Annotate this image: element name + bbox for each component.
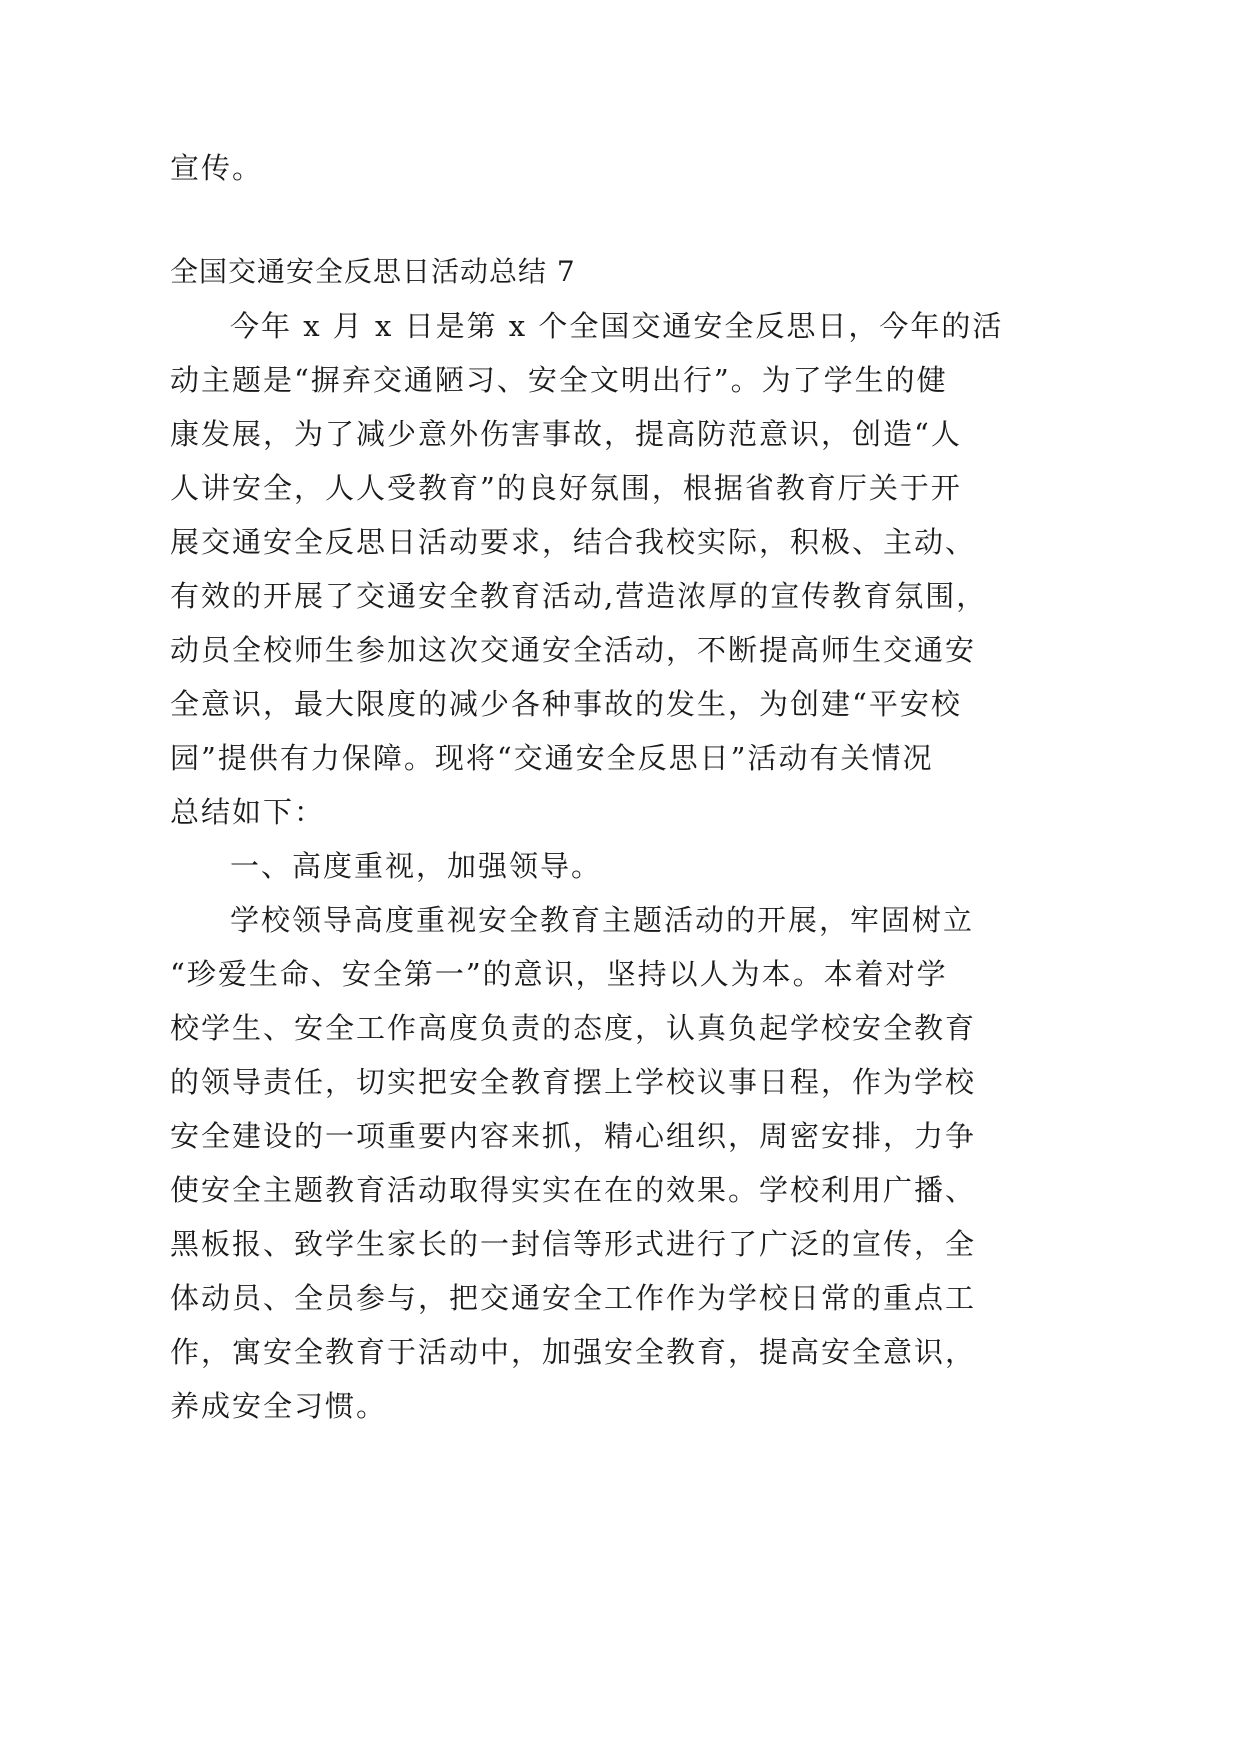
paragraph-line: 人讲安全，人人受教育”的良好氛围，根据省教育厅关于开 <box>170 471 962 505</box>
paragraph-line: “珍爱生命、安全第一”的意识，坚持以人为本。本着对学 <box>170 957 948 991</box>
subsection-heading: 一、高度重视，加强领导。 <box>230 849 603 883</box>
paragraph-line: 养成安全习惯。 <box>170 1389 388 1423</box>
paragraph-line: 康发展，为了减少意外伤害事故，提高防范意识，创造“人 <box>170 417 962 451</box>
paragraph-line: 今年 x 月 x 日是第 x 个全国交通安全反思日，今年的活 <box>230 309 1004 343</box>
paragraph-line: 体动员、全员参与，把交通安全工作作为学校日常的重点工 <box>170 1281 977 1315</box>
paragraph-line: 园”提供有力保障。现将“交通安全反思日”活动有关情况 <box>170 741 934 775</box>
paragraph-line: 展交通安全反思日活动要求，结合我校实际，积极、主动、 <box>170 525 977 559</box>
paragraph-line: 的领导责任，切实把安全教育摆上学校议事日程，作为学校 <box>170 1065 977 1099</box>
paragraph-line: 动员全校师生参加这次交通安全活动，不断提高师生交通安 <box>170 633 977 667</box>
paragraph-line: 使安全主题教育活动取得实实在在的效果。学校利用广播、 <box>170 1173 977 1207</box>
paragraph-line: 作，寓安全教育于活动中，加强安全教育，提高安全意识， <box>170 1335 977 1369</box>
paragraph-line: 学校领导高度重视安全教育主题活动的开展，牢固树立 <box>230 903 975 937</box>
paragraph-line: 安全建设的一项重要内容来抓，精心组织，周密安排，力争 <box>170 1119 977 1153</box>
section-heading: 全国交通安全反思日活动总结 7 <box>170 255 576 288</box>
text-line-continuation: 宣传。 <box>170 151 264 185</box>
paragraph-line: 全意识，最大限度的减少各种事故的发生，为创建“平安校 <box>170 687 962 721</box>
paragraph-line: 黑板报、致学生家长的一封信等形式进行了广泛的宣传，全 <box>170 1227 977 1261</box>
paragraph-line: 有效的开展了交通安全教育活动,营造浓厚的宣传教育氛围， <box>170 579 988 613</box>
paragraph-line: 总结如下： <box>170 795 326 829</box>
paragraph-line: 校学生、安全工作高度负责的态度，认真负起学校安全教育 <box>170 1011 977 1045</box>
paragraph-line: 动主题是“摒弃交通陋习、安全文明出行”。为了学生的健 <box>170 363 948 397</box>
